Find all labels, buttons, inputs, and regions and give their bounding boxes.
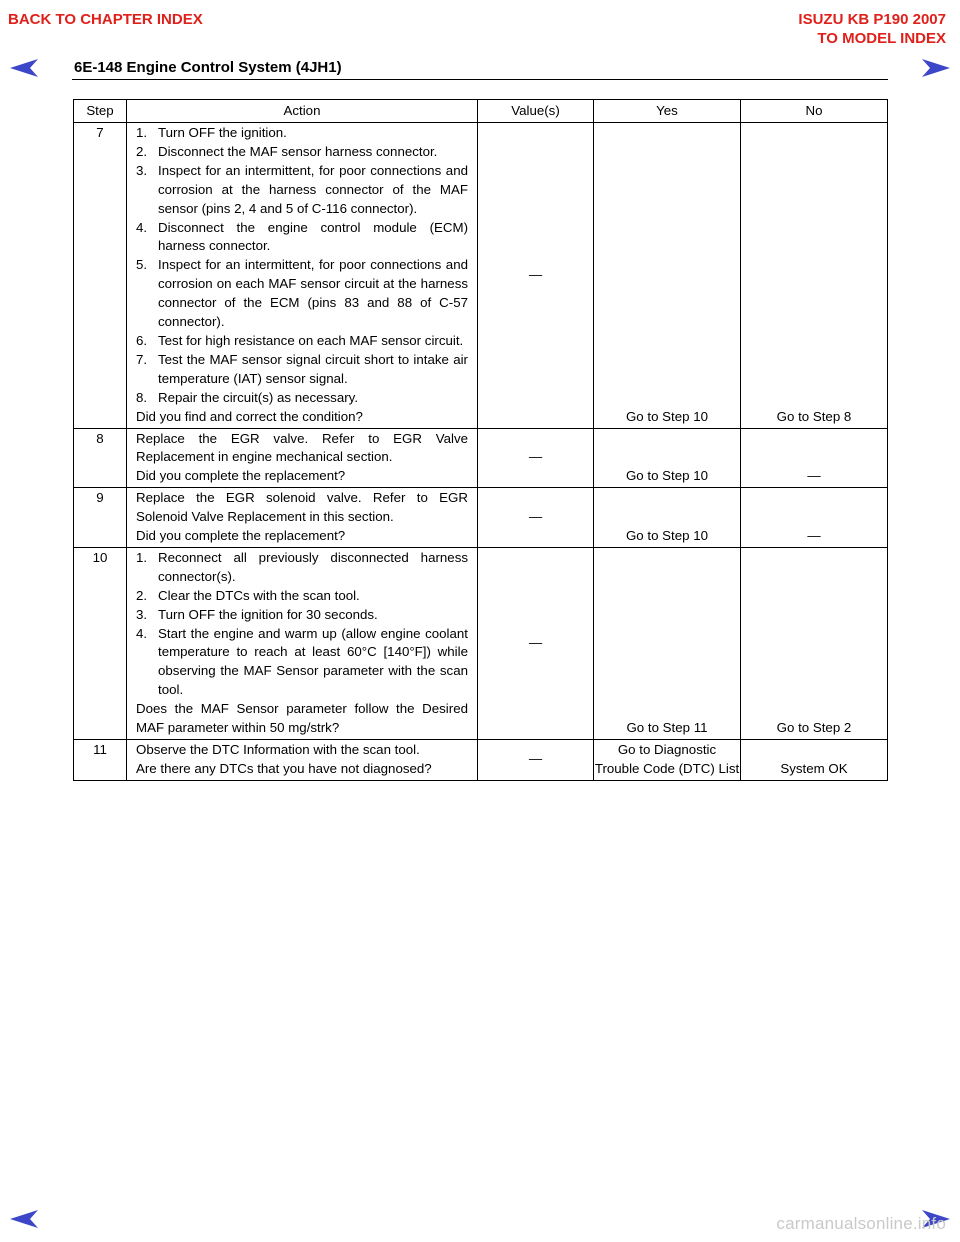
action-item: 6. Test for high resistance on each MAF sensor circuit. xyxy=(136,332,464,348)
table-header-row xyxy=(74,100,888,123)
to-model-index-link[interactable]: TO MODEL INDEX xyxy=(817,30,946,47)
diagnostic-table xyxy=(73,99,888,781)
table-row xyxy=(74,488,888,548)
yes-cell: Go to Step 10 xyxy=(594,488,741,548)
action-item: 5. Inspect for an intermittent, for poor connections and corrosion on each MAF sensor circuit at the harness connector of the ECM (pins 83 and 88 of C-57 connector). xyxy=(136,257,468,330)
table-row xyxy=(74,123,888,429)
action-item: 1. Turn OFF the ignition. xyxy=(136,125,287,140)
action-question: Does the MAF Sensor parameter follow the Desired MAF parameter within 50 mg/strk? xyxy=(136,701,468,736)
values-cell: — xyxy=(478,740,594,781)
action-item: 4. Disconnect the engine control module (ECM) harness connector. xyxy=(136,219,468,254)
action-cell xyxy=(127,428,478,488)
values-cell: — xyxy=(478,123,594,429)
action-cell xyxy=(127,547,478,739)
no-cell: Go to Step 8 xyxy=(741,123,888,429)
table-row xyxy=(74,740,888,781)
column-header-values: Value(s) xyxy=(478,100,594,123)
table-row xyxy=(74,428,888,488)
column-header-action: Action xyxy=(127,100,478,123)
table-row xyxy=(74,547,888,739)
step-number: 10 xyxy=(74,547,127,739)
column-header-step: Step xyxy=(74,100,127,123)
step-number: 8 xyxy=(74,428,127,488)
model-title-link[interactable]: ISUZU KB P190 2007 xyxy=(798,11,946,28)
page-header-title: 6E-148 Engine Control System (4JH1) xyxy=(74,59,342,76)
yes-cell: Go to Step 10 xyxy=(594,123,741,429)
values-cell: — xyxy=(478,547,594,739)
back-to-chapter-index-link[interactable]: BACK TO CHAPTER INDEX xyxy=(8,11,203,28)
no-cell: System OK xyxy=(741,740,888,781)
yes-cell: Go to Diagnostic Trouble Code (DTC) List xyxy=(594,740,741,781)
action-item: 8. Repair the circuit(s) as necessary. xyxy=(136,389,359,405)
values-cell: — xyxy=(478,428,594,488)
action-text: Replace the EGR solenoid valve. Refer to EGR Solenoid Valve Replacement in this section. xyxy=(136,490,468,525)
step-number: 11 xyxy=(74,740,127,781)
no-cell: — xyxy=(741,488,888,548)
watermark-text: carmanualsonline.info xyxy=(776,1214,946,1233)
action-item: 7. Test the MAF sensor signal circuit short to intake air temperature (IAT) sensor signal. xyxy=(136,351,468,386)
action-cell xyxy=(127,123,478,429)
header-divider xyxy=(72,79,888,80)
values-cell: — xyxy=(478,488,594,548)
column-header-no: No xyxy=(741,100,888,123)
previous-page-arrow-icon[interactable] xyxy=(8,57,40,79)
step-number: 7 xyxy=(74,123,127,429)
next-page-arrow-icon[interactable] xyxy=(920,57,952,79)
action-item: 3. Inspect for an intermittent, for poor connections and corrosion at the harness connector of the MAF sensor (pins 2, 4 and 5 of C-116 connector). xyxy=(136,162,468,216)
action-item: 1. Reconnect all previously disconnected harness connector(s). xyxy=(136,549,468,584)
action-text: Observe the DTC Information with the scan tool. xyxy=(136,742,420,757)
no-cell: — xyxy=(741,428,888,488)
action-cell xyxy=(127,488,478,548)
action-item: 2. Clear the DTCs with the scan tool. xyxy=(136,587,360,603)
step-number: 9 xyxy=(74,488,127,548)
action-item: 2. Disconnect the MAF sensor harness connector. xyxy=(136,143,438,159)
action-question: Are there any DTCs that you have not diagnosed? xyxy=(136,760,432,776)
yes-cell: Go to Step 11 xyxy=(594,547,741,739)
action-item: 4. Start the engine and warm up (allow engine coolant temperature to reach at least 60°C [140°F]) while observing the MAF Sensor parameter with the scan tool. xyxy=(136,625,468,698)
action-question: Did you find and correct the condition? xyxy=(136,408,363,424)
no-cell: Go to Step 2 xyxy=(741,547,888,739)
yes-cell: Go to Step 10 xyxy=(594,428,741,488)
previous-page-arrow-icon[interactable] xyxy=(8,1208,40,1230)
action-question: Did you complete the replacement? xyxy=(136,528,346,544)
action-item: 3. Turn OFF the ignition for 30 seconds. xyxy=(136,606,378,622)
action-cell xyxy=(127,740,478,781)
action-text: Replace the EGR valve. Refer to EGR Valve Replacement in engine mechanical section. xyxy=(136,430,468,465)
action-question: Did you complete the replacement? xyxy=(136,468,346,484)
column-header-yes: Yes xyxy=(594,100,741,123)
